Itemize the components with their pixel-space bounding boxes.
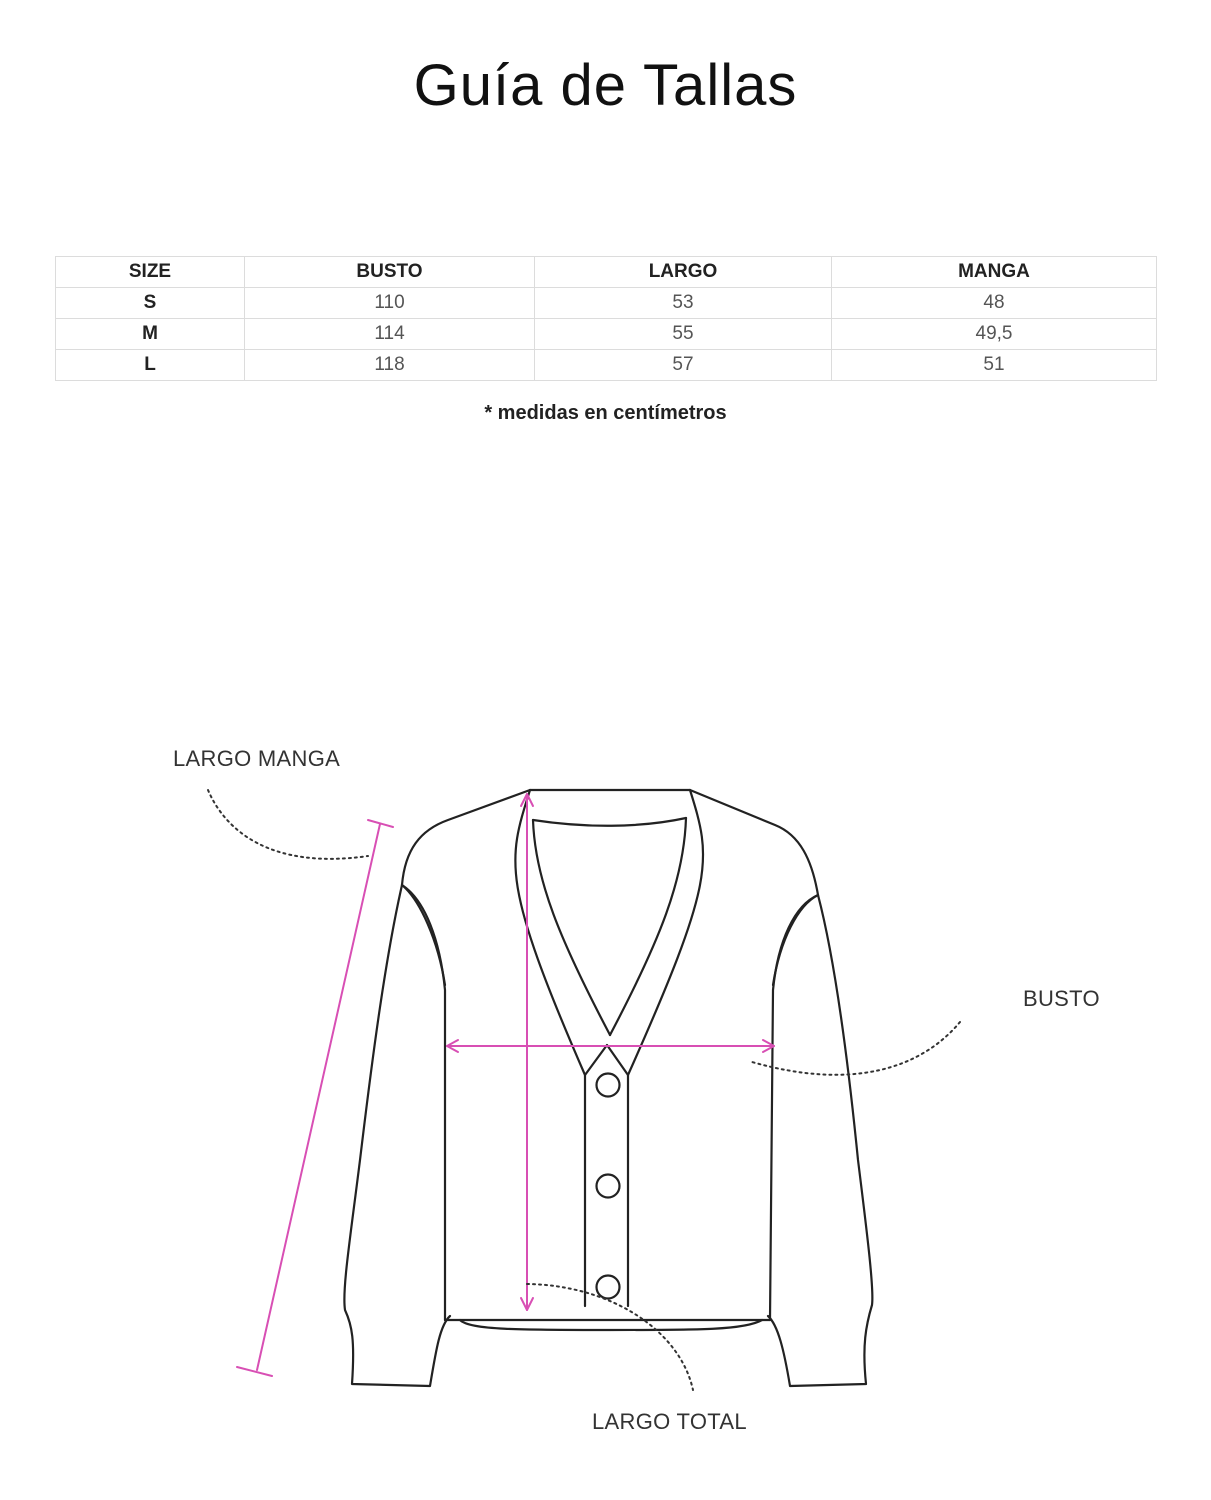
cell-size: L xyxy=(56,350,245,381)
length-leader xyxy=(527,1284,693,1390)
cardigan-left-armhole xyxy=(402,885,445,985)
cell-largo: 57 xyxy=(535,350,832,381)
cell-busto: 110 xyxy=(245,288,535,319)
page-title: Guía de Tallas xyxy=(413,53,798,118)
cardigan-left-body xyxy=(402,790,530,1320)
button-icon xyxy=(597,1175,620,1198)
cell-busto: 114 xyxy=(245,319,535,350)
cardigan-right-placket-outer xyxy=(628,790,703,1306)
cell-manga: 51 xyxy=(832,350,1157,381)
cardigan-outline xyxy=(344,790,872,1386)
cardigan-right-sleeve xyxy=(768,895,872,1386)
sleeve-leader xyxy=(208,790,368,859)
cardigan-left-sleeve xyxy=(344,885,450,1386)
bust-leader xyxy=(752,1022,960,1075)
cell-size: S xyxy=(56,288,245,319)
label-largo-total: LARGO TOTAL xyxy=(592,1409,747,1434)
cell-manga: 49,5 xyxy=(832,319,1157,350)
label-busto: BUSTO xyxy=(1023,986,1100,1011)
cell-largo: 55 xyxy=(535,319,832,350)
cell-largo: 53 xyxy=(535,288,832,319)
cell-size: M xyxy=(56,319,245,350)
header-size: SIZE xyxy=(56,257,245,288)
sleeve-length-cap-bottom xyxy=(237,1367,272,1376)
cardigan-placket-v xyxy=(585,1045,628,1075)
cardigan-left-placket-outer xyxy=(515,790,585,1306)
label-largo-manga: LARGO MANGA xyxy=(173,746,341,771)
header-busto: BUSTO xyxy=(245,257,535,288)
button-icon xyxy=(597,1276,620,1299)
header-largo: LARGO xyxy=(535,257,832,288)
cell-manga: 48 xyxy=(832,288,1157,319)
cardigan-left-collar-inner xyxy=(533,820,610,1035)
cardigan-back-neck xyxy=(533,818,686,826)
units-note: * medidas en centímetros xyxy=(484,402,727,424)
sleeve-length-line xyxy=(257,824,380,1370)
cell-busto: 118 xyxy=(245,350,535,381)
cardigan-right-armhole xyxy=(773,895,818,985)
button-icon xyxy=(597,1074,620,1097)
cardigan-right-body xyxy=(690,790,818,1320)
cardigan-hem-bottom xyxy=(460,1320,762,1330)
measure-lines xyxy=(237,794,774,1376)
cardigan-right-collar-inner xyxy=(610,818,686,1035)
header-manga: MANGA xyxy=(832,257,1157,288)
